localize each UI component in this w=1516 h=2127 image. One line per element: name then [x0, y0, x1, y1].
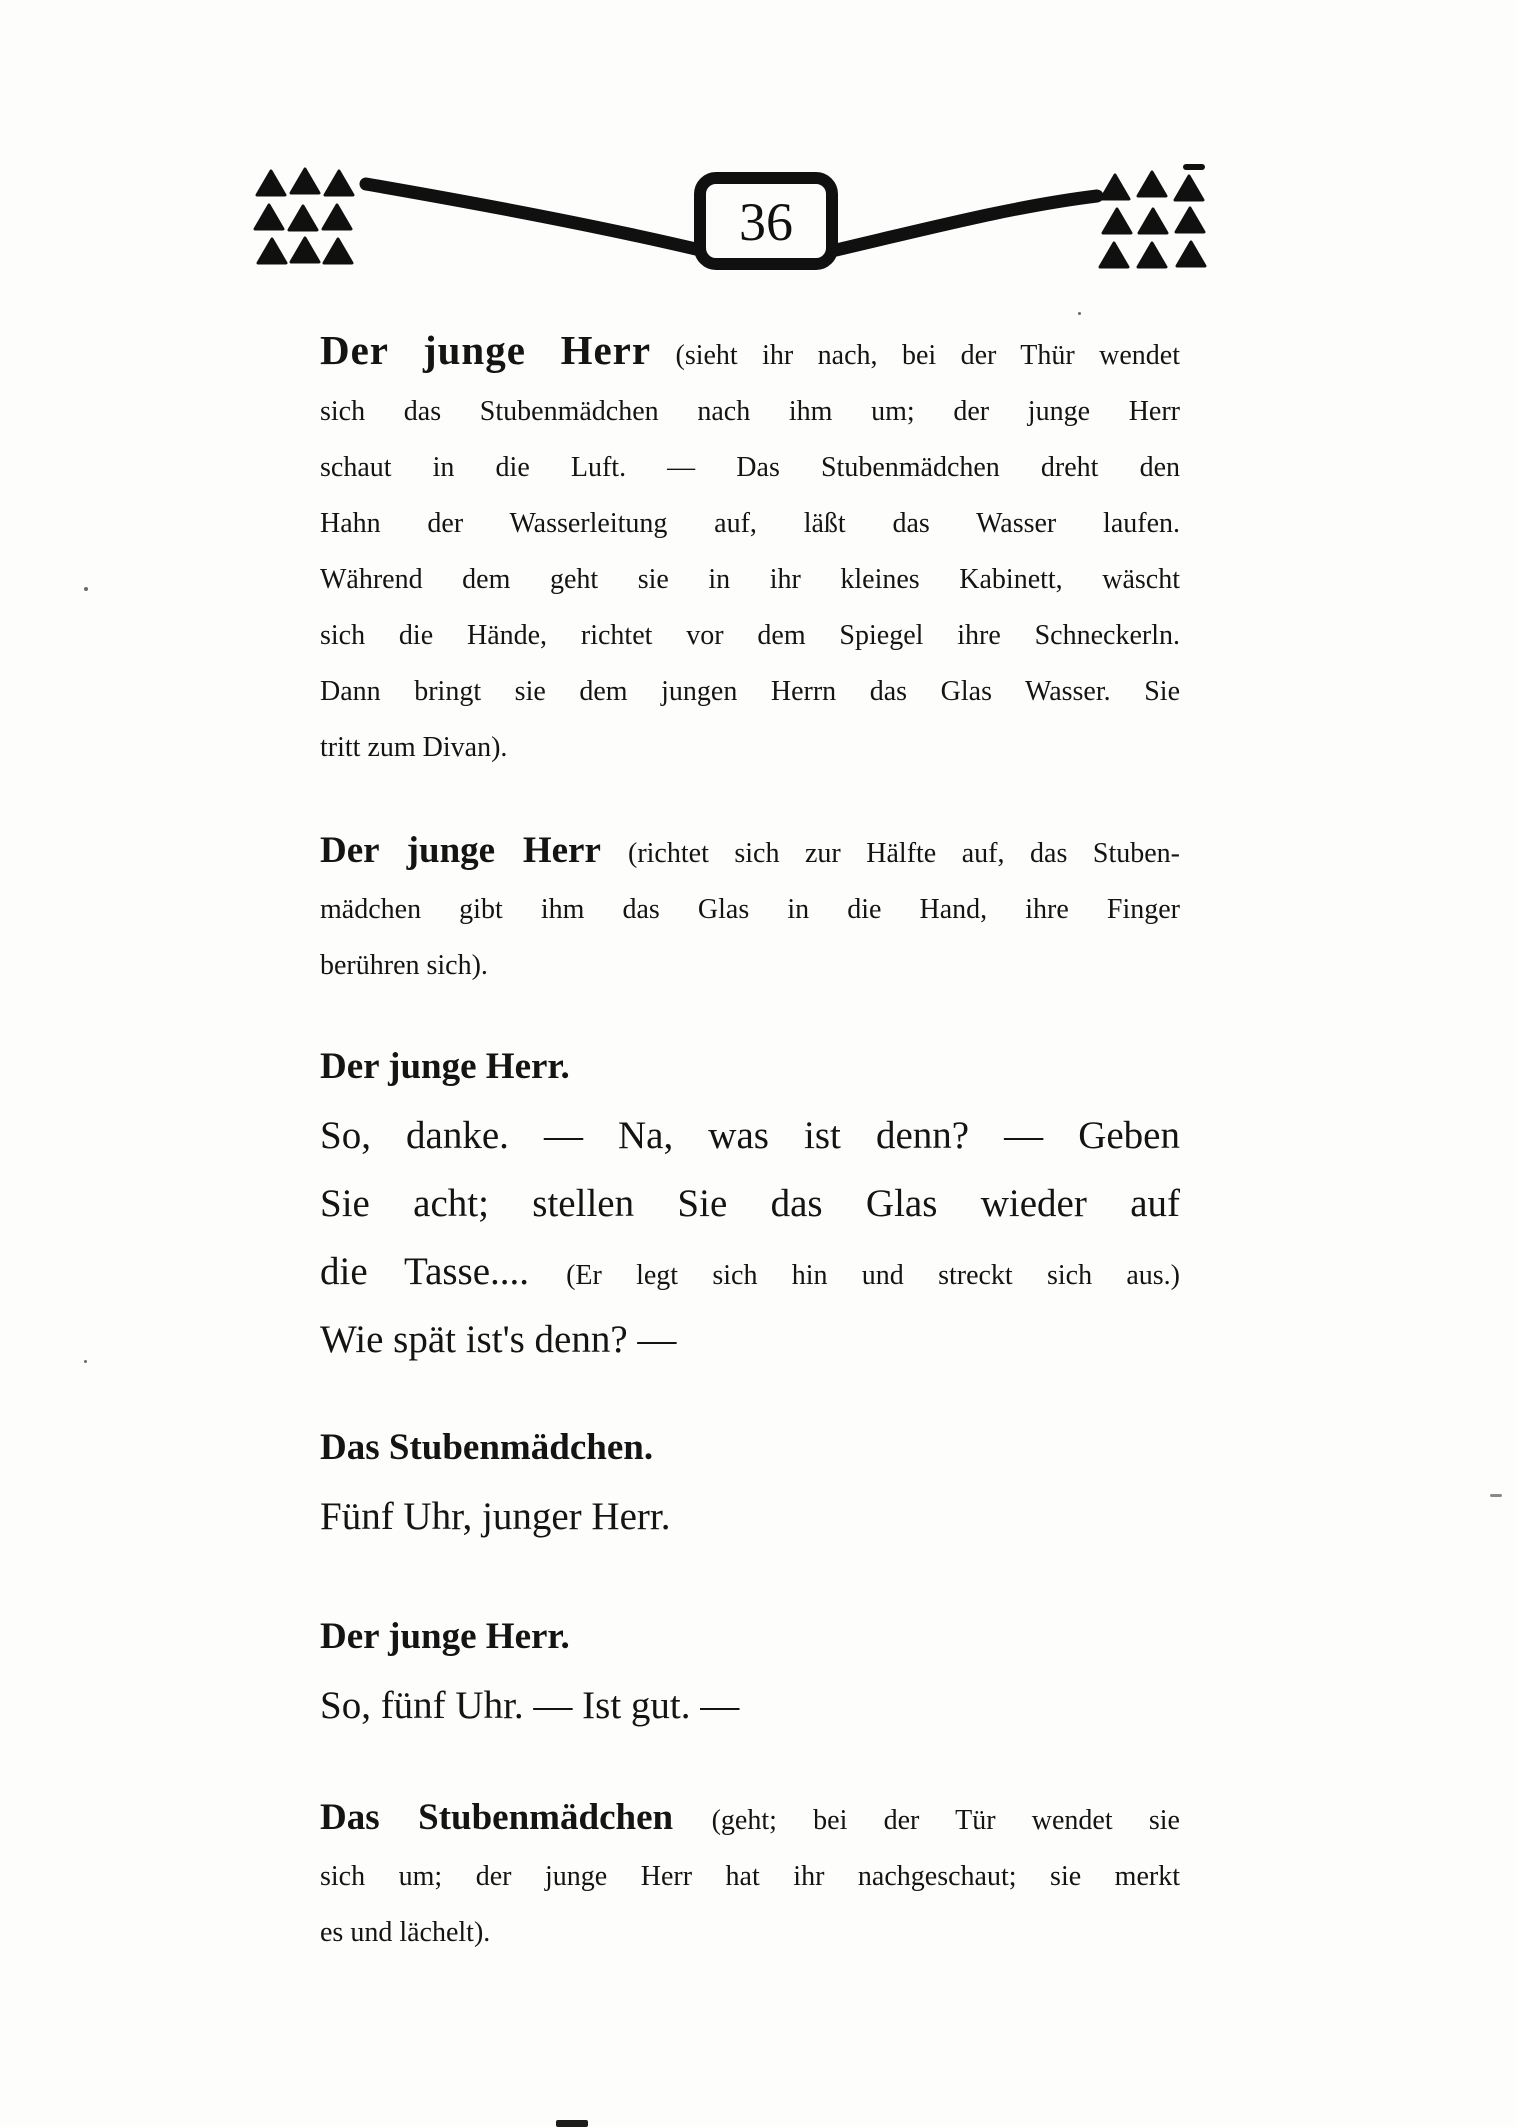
stage-direction: tritt zum Divan). — [320, 732, 508, 763]
stage-direction: Hahn der Wasserleitung auf, läßt das Wasser laufen. — [320, 508, 1180, 539]
dialogue-der-junge-herr-2 — [320, 1605, 1180, 1744]
triangle-ornament-right — [1100, 164, 1205, 267]
text-line — [320, 610, 1180, 666]
text-line — [320, 1416, 1180, 1487]
speaker-name: Der junge Herr. — [320, 1046, 570, 1087]
scan-speck — [84, 587, 88, 591]
speaker-name: Der junge Herr — [320, 830, 628, 871]
dialogue-text: So, danke. — Na, was ist denn? — Geben — [320, 1114, 1180, 1157]
stage-direction-paragraph-3 — [320, 1792, 1180, 1963]
text-line — [320, 1174, 1180, 1242]
text-line — [320, 1242, 1180, 1310]
text-line — [320, 1792, 1180, 1851]
text-column — [320, 324, 1180, 1963]
speaker-name: Das Stubenmädchen — [320, 1797, 712, 1838]
stage-direction: sich die Hände, richtet vor dem Spiegel ihre Schneckerln. — [320, 620, 1180, 651]
text-line — [320, 1907, 1180, 1963]
stage-direction-paragraph-1 — [320, 324, 1180, 778]
stage-direction: (sieht ihr nach, bei der Thür wendet — [651, 340, 1180, 371]
text-line — [320, 1035, 1180, 1106]
stage-direction: Während dem geht sie in ihr kleines Kabinett, wäscht — [320, 564, 1180, 595]
text-line — [320, 825, 1180, 884]
scan-speck — [556, 2120, 588, 2127]
dialogue-text: Sie acht; stellen Sie das Glas wieder auf — [320, 1182, 1180, 1225]
speaker-name: Der junge Herr. — [320, 1616, 570, 1657]
text-line — [320, 442, 1180, 498]
speaker-name: Das Stubenmädchen. — [320, 1427, 654, 1468]
stage-direction: (richtet sich zur Hälfte auf, das Stuben- — [628, 838, 1180, 869]
stage-direction: schaut in die Luft. — Das Stubenmädchen dreht den — [320, 452, 1180, 483]
stage-direction-paragraph-2 — [320, 825, 1180, 996]
stage-direction: (geht; bei der Tür wendet sie — [711, 1805, 1180, 1836]
stage-direction: sich um; der junge Herr hat ihr nachgeschaut; sie merkt — [320, 1861, 1180, 1892]
text-line — [320, 386, 1180, 442]
text-line — [320, 666, 1180, 722]
stage-direction: berühren sich). — [320, 950, 488, 981]
text-line — [320, 1851, 1180, 1907]
text-line — [320, 498, 1180, 554]
dialogue-der-junge-herr-1 — [320, 1035, 1180, 1378]
speaker-name: Der junge Herr — [320, 327, 652, 373]
text-line — [320, 1310, 1180, 1378]
text-line — [320, 1605, 1180, 1676]
page-header-ornament — [0, 150, 1516, 320]
dialogue-das-stubenmaedchen-1 — [320, 1416, 1180, 1555]
dialogue-text: Fünf Uhr, junger Herr. — [320, 1495, 671, 1538]
text-line — [320, 1106, 1180, 1174]
text-line — [320, 324, 1180, 386]
scan-speck — [84, 1360, 87, 1363]
text-line — [320, 1487, 1180, 1555]
swoosh-line-right — [836, 196, 1097, 250]
page-number: 36 — [739, 192, 793, 252]
ornament-dash — [1183, 164, 1205, 170]
dialogue-text: die Tasse.... — [320, 1250, 567, 1293]
scan-speck — [1490, 1494, 1502, 1497]
text-line — [320, 884, 1180, 940]
dialogue-text: Wie spät ist's denn? — — [320, 1318, 677, 1361]
text-line — [320, 940, 1180, 996]
text-line — [320, 722, 1180, 778]
stage-direction: Dann bringt sie dem jungen Herrn das Glas Wasser. Sie — [320, 676, 1180, 707]
swoosh-line-left — [366, 184, 700, 250]
stage-direction: es und lächelt). — [320, 1917, 491, 1948]
stage-direction: sich das Stubenmädchen nach ihm um; der junge Herr — [320, 396, 1180, 427]
dialogue-text: So, fünf Uhr. — Ist gut. — — [320, 1684, 740, 1727]
stage-direction: (Er legt sich hin und streckt sich aus.) — [566, 1260, 1181, 1291]
stage-direction: mädchen gibt ihm das Glas in die Hand, ihre Finger — [320, 894, 1180, 925]
triangle-ornament-left — [255, 169, 353, 263]
text-line — [320, 554, 1180, 610]
text-line — [320, 1676, 1180, 1744]
scan-speck — [1078, 312, 1081, 315]
